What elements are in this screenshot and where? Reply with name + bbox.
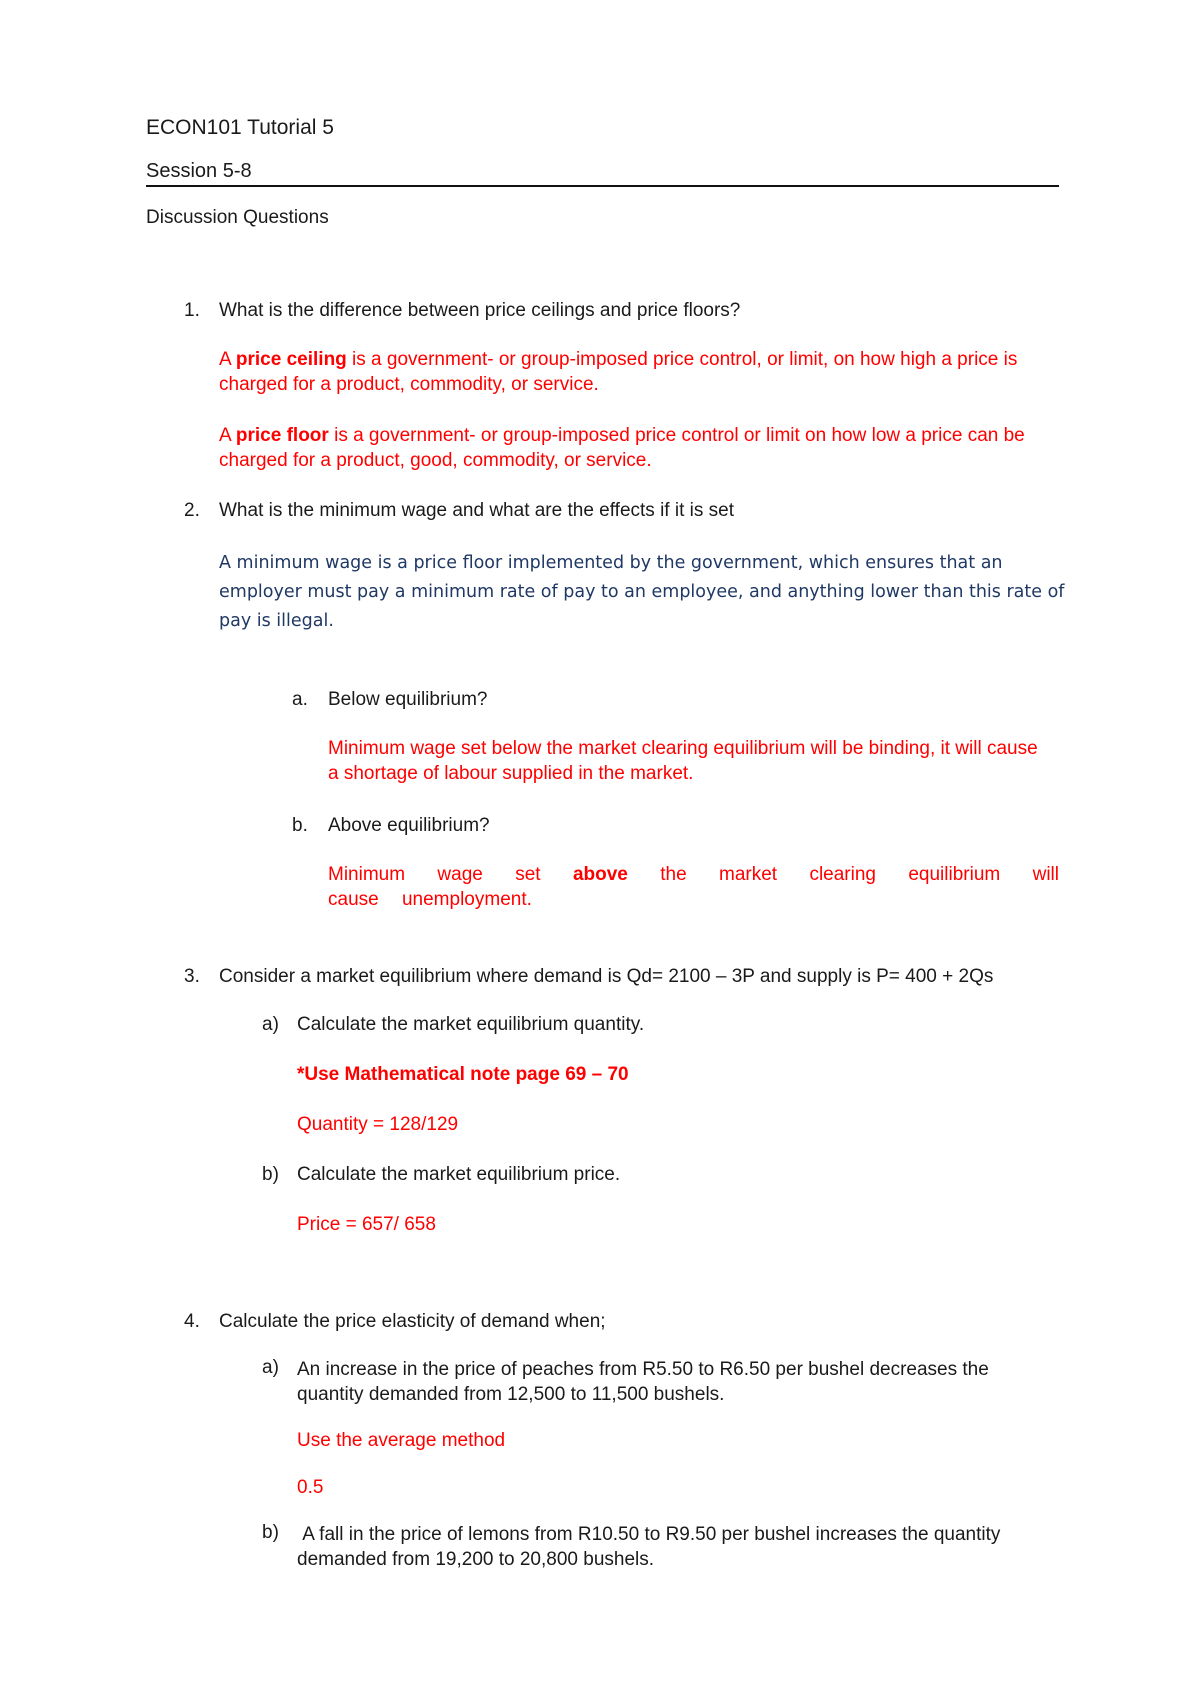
session-label: Session 5-8 <box>146 160 252 182</box>
q1-answer-price-ceiling: A price ceiling is a government- or group-imposed price control, or limit, on how high a price is charged for a product, commodity, or service. <box>219 349 1018 395</box>
q4-number: 4. <box>184 1311 200 1332</box>
q2-question: What is the minimum wage and what are the effects if it is set <box>219 500 734 521</box>
q4b-label: b) <box>262 1522 279 1543</box>
q2b-answer: Minimum wage set above the market clearing equilibrium will cause unemployment. <box>328 864 1059 910</box>
q3-number: 3. <box>184 966 200 987</box>
q3b-label: b) <box>262 1164 279 1185</box>
q3a-note: *Use Mathematical note page 69 – 70 <box>297 1064 629 1085</box>
q4a-answer: 0.5 <box>297 1477 324 1498</box>
q3a-label: a) <box>262 1014 279 1035</box>
q1-number: 1. <box>184 300 200 321</box>
q2-answer: A minimum wage is a price floor implemented by the government, which ensures that an employer must pay a minimum rate of pay to an employee, and anything lower than this rate of pay is illegal. <box>219 553 1065 631</box>
q2b-question: Above equilibrium? <box>328 815 490 836</box>
q4a-question: An increase in the price of peaches from R5.50 to R6.50 per bushel decreases the quantity demanded from 12,500 to 11,500 bushels. <box>297 1359 989 1405</box>
header-rule <box>146 185 1059 187</box>
q3b-question: Calculate the market equilibrium price. <box>297 1164 621 1185</box>
q3a-answer: Quantity = 128/129 <box>297 1114 459 1135</box>
q2b-label: b. <box>292 815 308 836</box>
q1-question: What is the difference between price ceilings and price floors? <box>219 300 741 321</box>
q3-question: Consider a market equilibrium where demand is Qd= 2100 – 3P and supply is P= 400 + 2Qs <box>219 966 994 987</box>
q2a-label: a. <box>292 689 308 710</box>
q3a-question: Calculate the market equilibrium quantity. <box>297 1014 645 1035</box>
q4a-method: Use the average method <box>297 1430 506 1451</box>
q4a-label: a) <box>262 1357 279 1378</box>
q2-number: 2. <box>184 500 200 521</box>
q4-question: Calculate the price elasticity of demand when; <box>219 1311 606 1332</box>
section-heading: Discussion Questions <box>146 207 329 228</box>
document-title: ECON101 Tutorial 5 <box>146 116 334 139</box>
q2a-question: Below equilibrium? <box>328 689 488 710</box>
q2a-answer: Minimum wage set below the market clearing equilibrium will be binding, it will cause a shortage of labour supplied in the market. <box>328 738 1038 784</box>
q4b-question: A fall in the price of lemons from R10.50 to R9.50 per bushel increases the quantity demanded from 19,200 to 20,800 bushels. <box>297 1524 1006 1570</box>
q1-answer-price-floor: A price floor is a government- or group-imposed price control or limit on how low a price can be charged for a product, good, commodity, or service. <box>219 425 1025 471</box>
q3b-answer: Price = 657/ 658 <box>297 1214 436 1235</box>
